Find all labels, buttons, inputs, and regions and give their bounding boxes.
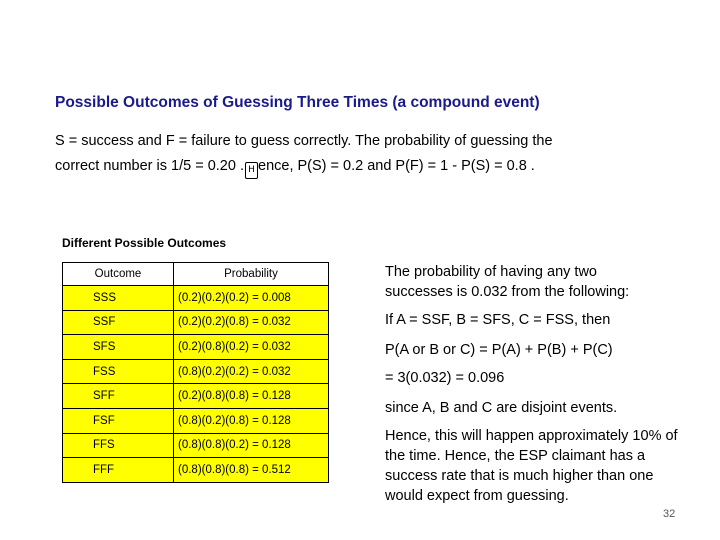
- slide-title: Possible Outcomes of Guessing Three Times (a compound event): [55, 94, 540, 111]
- outcome-cell: FFF: [63, 458, 174, 483]
- probability-cell: (0.8)(0.8)(0.2) = 0.128: [174, 433, 329, 458]
- table-row: [63, 384, 329, 409]
- outcome-cell: FFS: [63, 433, 174, 458]
- event-definitions: If A = SSF, B = SFS, C = FSS, then: [385, 312, 611, 328]
- header-probability: Probability: [174, 263, 329, 286]
- outcome-cell: FSS: [63, 359, 174, 384]
- table-row: [63, 335, 329, 360]
- probability-cell: (0.2)(0.2)(0.2) = 0.008: [174, 286, 329, 311]
- table-row: [63, 286, 329, 311]
- intro-line-2-end: ence, P(S) = 0.2 and P(F) = 1 - P(S) = 0.8 .: [258, 158, 535, 174]
- probability-cell: (0.2)(0.8)(0.8) = 0.128: [174, 384, 329, 409]
- intro-line-1: S = success and F = failure to guess correctly. The probability of guessing the: [55, 133, 553, 149]
- page-number: 32: [663, 508, 676, 520]
- table-caption: Different Possible Outcomes: [62, 236, 227, 250]
- disjoint-note: since A, B and C are disjoint events.: [385, 400, 618, 416]
- probability-cell: (0.8)(0.2)(0.2) = 0.032: [174, 359, 329, 384]
- header-outcome: Outcome: [63, 263, 174, 286]
- probability-cell: (0.8)(0.2)(0.8) = 0.128: [174, 408, 329, 433]
- table-header-row: [63, 263, 329, 286]
- missing-glyph-box: H: [245, 162, 258, 179]
- table-row: [63, 359, 329, 384]
- table-row: [63, 310, 329, 335]
- outcome-cell: SFF: [63, 384, 174, 409]
- probability-cell: (0.2)(0.8)(0.2) = 0.032: [174, 335, 329, 360]
- explanation-intro: The probability of having any two successes is 0.032 from the following:: [385, 264, 630, 300]
- outcome-cell: SSS: [63, 286, 174, 311]
- probability-cell: (0.8)(0.8)(0.8) = 0.512: [174, 458, 329, 483]
- conclusion: Hence, this will happen approximately 10% of the time. Hence, the ESP claimant has a success rate that is much higher than one would expect from guessing.: [385, 428, 678, 504]
- table-row: [63, 433, 329, 458]
- intro-line-2-start: correct number is 1/5 = 0.20 .: [55, 158, 244, 174]
- outcomes-table: [62, 262, 329, 483]
- table-row: [63, 458, 329, 483]
- probability-cell: (0.2)(0.2)(0.8) = 0.032: [174, 310, 329, 335]
- union-result: = 3(0.032) = 0.096: [385, 370, 505, 386]
- union-formula: P(A or B or C) = P(A) + P(B) + P(C): [385, 342, 613, 358]
- outcome-cell: SFS: [63, 335, 174, 360]
- intro-line-2: [55, 158, 535, 179]
- table-row: [63, 408, 329, 433]
- outcome-cell: FSF: [63, 408, 174, 433]
- outcome-cell: SSF: [63, 310, 174, 335]
